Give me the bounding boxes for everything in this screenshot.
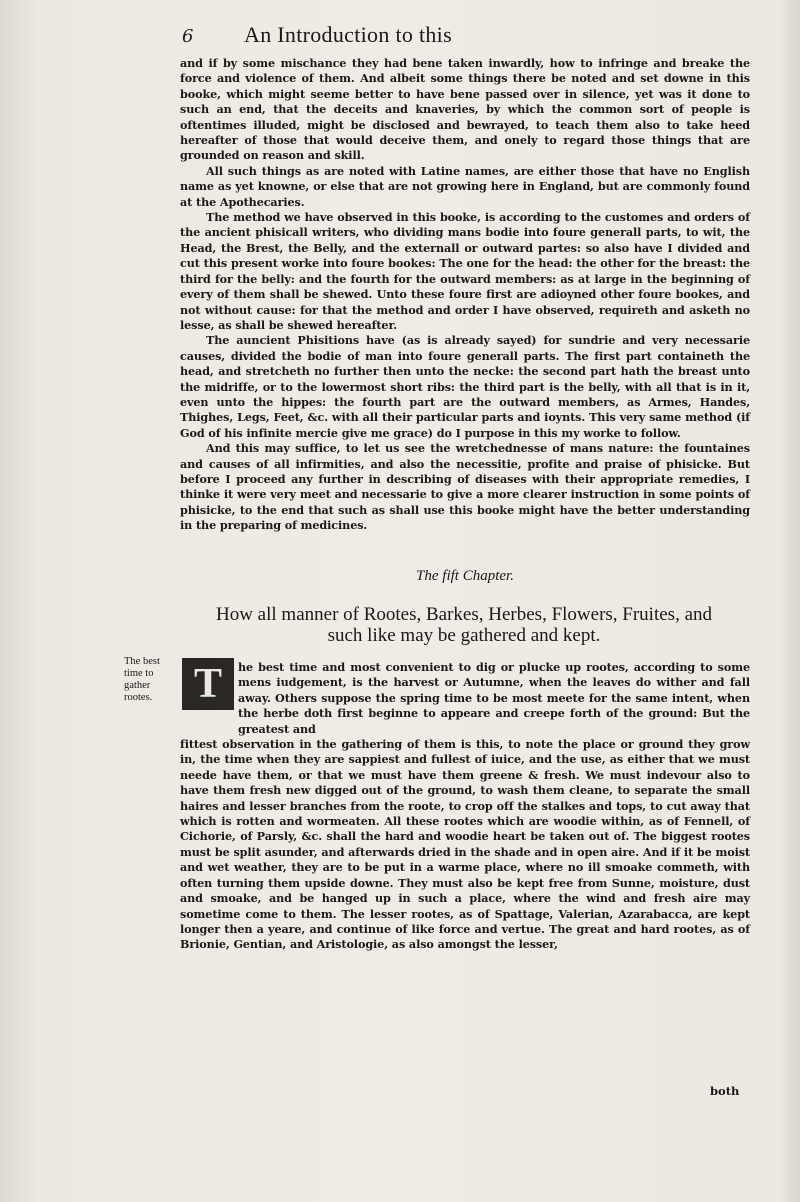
paragraph: and if by some mischance they had bene taken inwardly, how to infringe and breake the force and violence of them. And albeit some things there be noted and set downe in this booke, which might seeme better to have bene passed over in silence, yet was it done to such an end, that the deceits and knaveries, by which the common sort of people is oftentimes illuded, might be disclosed and bewrayed, to teach them also to take heed hereafter of those that would deceive them, and onely to regard those things that are grounded on reason and skill.: [180, 56, 750, 163]
chapter-text: [180, 660, 750, 953]
paragraph: All such things as are noted with Latine names, are either those that have no English name as yet knowne, or else that are not growing here in England, but are commonly found at the Apothecaries.: [180, 163, 750, 209]
margin-note: The best time to gather rootes.: [124, 656, 160, 703]
ornamental-initial: T: [182, 658, 234, 710]
introduction-text: [180, 56, 750, 534]
lead-paragraph: he best time and most convenient to dig or plucke up rootes, according to some mens iudgement, is the harvest or Autumne, when the leaves do wither and fall away. Others suppose the spring time to be most meete for the same intent, when the herbe doth first beginne to appeare and creepe forth of the ground: But the greatest and: [238, 660, 750, 736]
paragraph: The auncient Phisitions have (as is already sayed) for sundrie and very necessarie causes, divided the bodie of man into foure generall parts. The first part containeth the head, and stretcheth no further then unto the necke: the second part hath the breast unto the midriffe, or to the lowermost short ribs: the third part is the belly, with all that is in it, even unto the hippes: the fourth part are the outward members, as Armes, Handes, Thighes, Legs, Feet, &c. with all their particular parts and ioynts. This very same method (if God of his infinite mercie give me grace) do I purpose in this my worke to follow.: [180, 333, 750, 440]
chapter-title: How all manner of Rootes, Barkes, Herbes, Flowers, Fruites, and such like may be gathered and kept.: [215, 604, 712, 646]
page-header: [182, 20, 742, 54]
paragraph: fittest observation in the gathering of them is this, to note the place or ground they grow in, the time when they are sappiest and fullest of iuice, and the use, as either that we must neede have them, or that we must have them greene & fresh. We must indevour also to have them fresh new digged out of the ground, to wash them cleane, to separate the small haires and lesser branches from the roote, to crop off the stalkes and tops, to cut away that which is rotten and wormeaten. All these rootes which are woodie within, as of Fennell, of Cichorie, of Parsly, &c. shall the hard and woodie heart be taken out of. The biggest rootes must be split asunder, and afterwards dried in the shade and in open aire. And if it be moist and wet weather, they are to be put in a warme place, where no ill smoake commeth, with often turning them upside downe. They must also be kept free from Sunne, moisture, dust and smoake, and be hanged up in such a place, where the wind and fresh aire may sometime come to them. The lesser rootes, as of Spattage, Valerian, Azarabacca, are kept longer then a yeare, and continue of like force and vertue. The great and hard rootes, as of Brionie, Gentian, and Aristologie, as also amongst the lesser,: [180, 737, 750, 952]
chapter-heading: The fift Chapter.: [416, 568, 514, 584]
paragraph: The method we have observed in this booke, is according to the customes and orders of the ancient phisicall writers, who dividing mans bodie into foure generall parts, to wit, the Head, the Brest, the Belly, and the externall or outward partes: so also have I divided and cut this present worke into foure bookes: The one for the head: the other for the breast: the third for the belly: and the fourth for the outward members: as at large in the beginning of every of them shall be shewed. Unto these foure first are adioyned other foure bookes, and not without cause: for that the method and order I have observed, requireth and asketh no lesse, as shall be shewed hereafter.: [180, 210, 750, 332]
running-head: An Introduction to this: [244, 22, 452, 47]
paragraph: And this may suffice, to let us see the wretchednesse of mans nature: the fountaines and causes of all infirmities, and also the necessitie, profite and praise of phisicke. But before I proceed any further in describing of diseases with their appropriate remedies, I thinke it were very meet and necessarie to give a more clearer instruction in some points of phisicke, to the end that such as shall use this booke might have the better understanding in the preparing of medicines.: [180, 441, 750, 533]
catchword: both: [710, 1084, 740, 1098]
page-number: 6: [182, 26, 194, 47]
